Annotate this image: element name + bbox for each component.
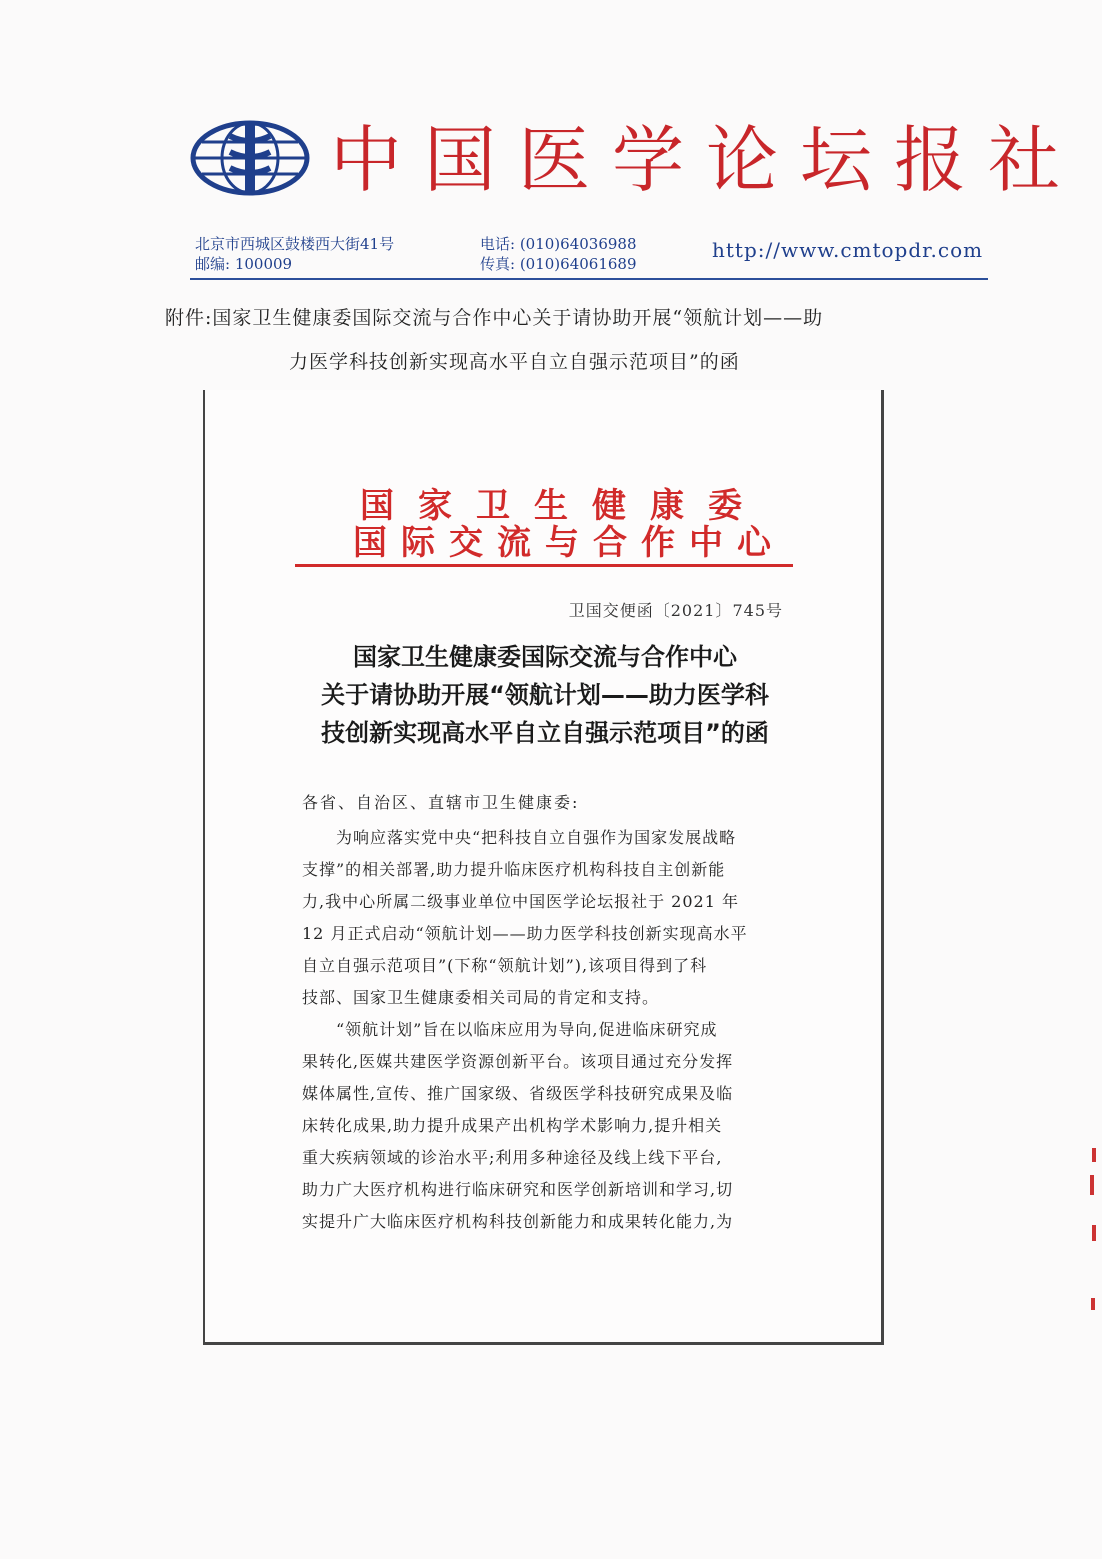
body-line: 12 月正式启动“领航计划——助力医学科技创新实现高水平 [302, 924, 748, 943]
postcode: 邮编: 100009 [195, 255, 293, 273]
letterhead-divider [190, 278, 988, 280]
document-number: 卫国交便函〔2021〕745号 [568, 601, 783, 620]
globe-caduceus-logo [190, 120, 310, 196]
newspaper-name: 中国医学论坛报社 [330, 118, 1083, 202]
title-line: 技创新实现高水平自立自强示范项目”的函 [321, 719, 769, 747]
phone: 电话: (010)64036988 [480, 235, 637, 253]
fax: 传真: (010)64061689 [480, 255, 637, 273]
org-name-line-2: 国际交流与合作中心 [353, 523, 785, 563]
body-line: 果转化,医媒共建医学资源创新平台。该项目通过充分发挥 [302, 1052, 734, 1071]
letter-title [300, 638, 790, 752]
seal-edge-mark [1091, 1298, 1095, 1310]
body-line: 技部、国家卫生健康委相关司局的肯定和支持。 [302, 988, 660, 1007]
address: 北京市西城区鼓楼西大街41号 [195, 235, 395, 253]
attachment-heading [165, 296, 945, 384]
body-line: 床转化成果,助力提升成果产出机构学术影响力,提升相关 [302, 1116, 723, 1135]
attachment-line-2: 力医学科技创新实现高水平自立自强示范项目”的函 [289, 351, 740, 373]
contact-address-block [195, 234, 394, 274]
body-line: 支撑”的相关部署,助力提升临床医疗机构科技自主创新能 [302, 860, 726, 879]
body-line: 力,我中心所属二级事业单位中国医学论坛报社于 2021 年 [302, 892, 739, 911]
body-line: 实提升广大临床医疗机构科技创新能力和成果转化能力,为 [302, 1212, 734, 1231]
body-line: 为响应落实党中央“把科技自立自强作为国家发展战略 [302, 828, 737, 847]
body-line: 重大疾病领域的诊治水平;利用多种途径及线上线下平台, [302, 1148, 723, 1167]
title-line: 国家卫生健康委国际交流与合作中心 [353, 643, 737, 671]
seal-edge-mark [1092, 1148, 1096, 1162]
org-name-line-1: 国家卫生健康委 [360, 486, 766, 526]
title-line: 关于请协助开展“领航计划——助力医学科 [321, 681, 769, 709]
body-line: 自立自强示范项目”(下称“领航计划”),该项目得到了科 [302, 956, 708, 975]
seal-edge-mark [1090, 1175, 1094, 1195]
scanned-letter [203, 390, 884, 1345]
seal-edge-mark [1092, 1225, 1096, 1241]
letter-body [302, 822, 784, 1238]
website: http://www.cmtopdr.com [712, 238, 984, 262]
contact-phone-block [480, 234, 637, 274]
body-line: “领航计划”旨在以临床应用为导向,促进临床研究成 [302, 1020, 718, 1039]
body-line: 媒体属性,宣传、推广国家级、省级医学科技研究成果及临 [302, 1084, 734, 1103]
addressee: 各省、自治区、直辖市卫生健康委: [302, 793, 580, 812]
attachment-line-1: 附件:国家卫生健康委国际交流与合作中心关于请协助开展“领航计划——助 [165, 307, 824, 329]
red-divider [295, 564, 793, 567]
body-line: 助力广大医疗机构进行临床研究和医学创新培训和学习,切 [302, 1180, 734, 1199]
